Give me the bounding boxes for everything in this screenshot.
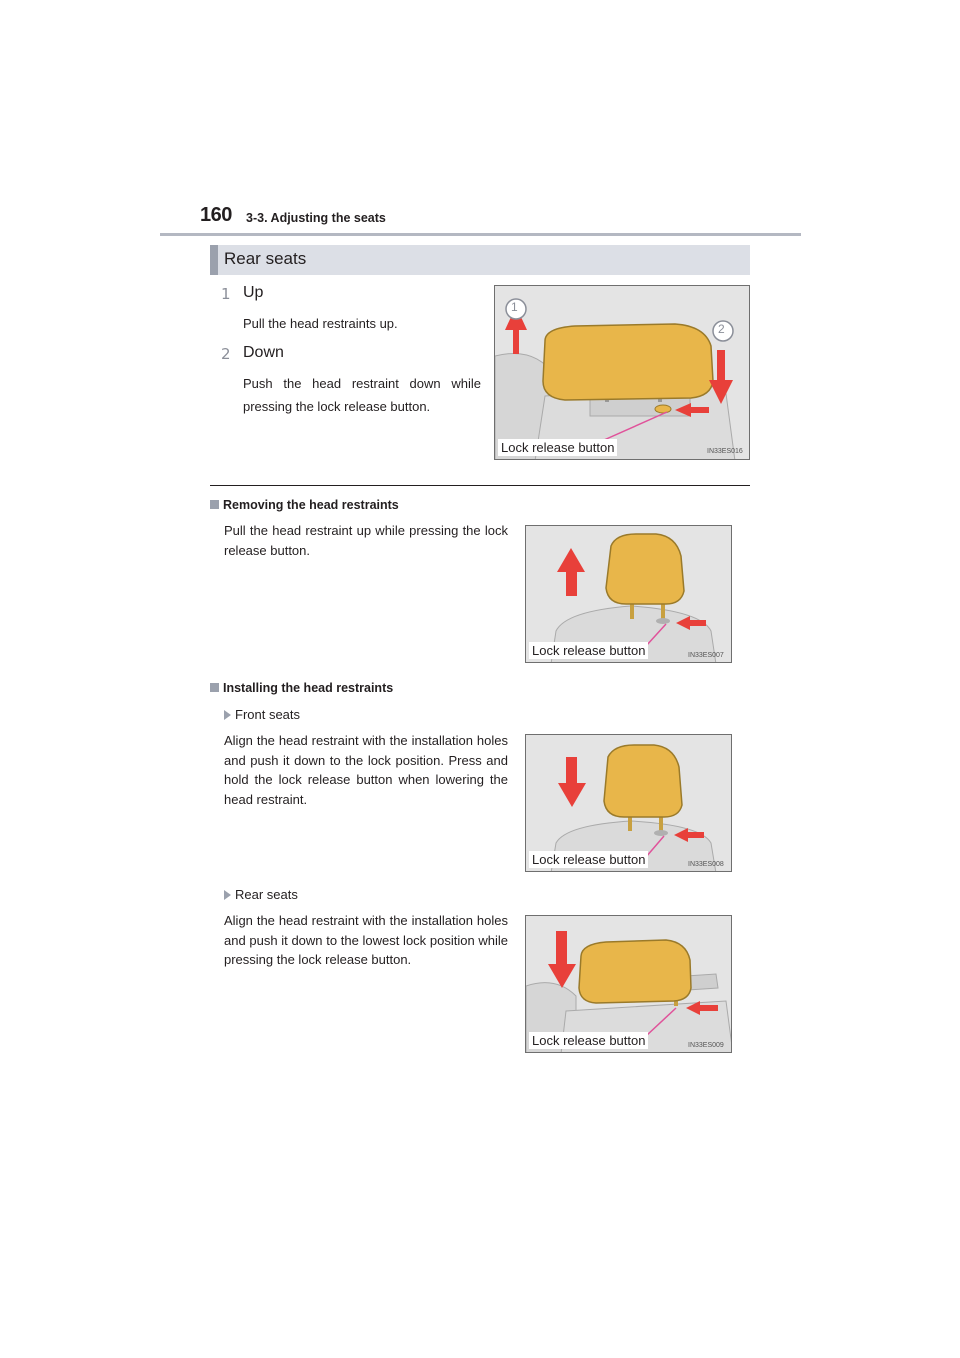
callout-number-2: 2: [718, 322, 725, 336]
figure-code: IN33ES016: [707, 448, 743, 455]
step-text-up: Pull the head restraints up.: [243, 316, 398, 331]
step-number-2: 2: [221, 345, 231, 363]
removing-heading: [210, 498, 399, 512]
section-divider: [210, 485, 750, 486]
figure-code: IN33ES009: [688, 1042, 724, 1049]
triangle-bullet-icon: [224, 710, 231, 720]
installing-heading: [210, 681, 393, 695]
rear-headrest-illustration: [495, 286, 750, 460]
front-seats-title: Front seats: [235, 707, 301, 722]
step-text-down: Push the head restraint down while pressing the lock release button.: [243, 376, 481, 414]
step-number-1: 1: [221, 285, 231, 303]
lock-release-label: Lock release button: [498, 439, 617, 456]
front-seats-subheading: [224, 707, 300, 722]
lock-release-label: Lock release button: [529, 1032, 648, 1049]
square-bullet-icon: [210, 683, 219, 692]
rear-seats-title: Rear seats: [235, 887, 298, 902]
figure-installing-rear: [525, 915, 732, 1053]
removing-text: Pull the head restraint up while pressing the lock release button.: [224, 523, 508, 558]
figure-installing-front: [525, 734, 732, 872]
section-header-rear-seats: [210, 245, 750, 275]
figure-code: IN33ES008: [688, 861, 724, 868]
installing-title: Installing the head restraints: [223, 681, 394, 695]
figure-removing: [525, 525, 732, 663]
removing-title: Removing the head restraints: [223, 498, 399, 512]
square-bullet-icon: [210, 500, 219, 509]
page-number: 160: [200, 204, 232, 226]
lock-release-label: Lock release button: [529, 851, 648, 868]
figure-rear-seat-adjust: [494, 285, 750, 460]
triangle-bullet-icon: [224, 890, 231, 900]
section-title: Rear seats: [224, 249, 307, 268]
step-title-up: Up: [243, 284, 264, 301]
rear-seats-text: Align the head restraint with the installation holes and push it down to the lowest lock position while pressing the lock release button.: [224, 913, 508, 967]
step-title-down: Down: [243, 344, 284, 361]
header-rule: [160, 233, 801, 236]
front-seats-text: Align the head restraint with the installation holes and push it down to the lock position. Press and hold the lock release button when lowering the head restraint.: [224, 733, 508, 807]
figure-code: IN33ES007: [688, 652, 724, 659]
lock-release-label: Lock release button: [529, 642, 648, 659]
rear-seats-subheading: [224, 887, 298, 902]
section-reference: 3-3. Adjusting the seats: [246, 211, 386, 225]
callout-number-1: 1: [511, 300, 518, 314]
